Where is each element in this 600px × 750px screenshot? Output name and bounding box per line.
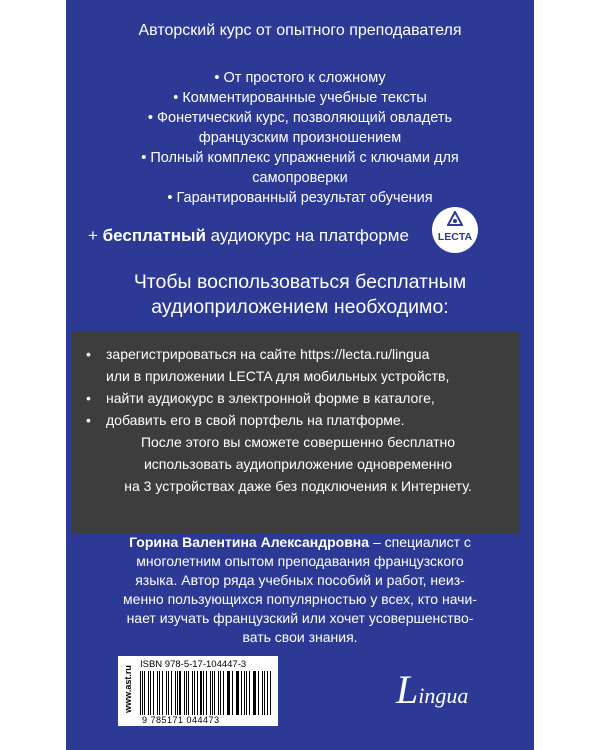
- barcode-bar: [153, 671, 155, 715]
- barcode-block: [118, 656, 278, 726]
- barcode-bar: [258, 671, 259, 715]
- heading-line: аудиоприложением необходимо:: [151, 296, 449, 318]
- barcode-bar: [184, 671, 185, 715]
- heading-line: Чтобы воспользоваться бесплатным: [133, 271, 467, 293]
- author-first-line: Горина Валентина Александровна – специалист с: [129, 534, 471, 550]
- step-item: • добавить его в свой портфель на платформе.: [86, 409, 510, 431]
- lecta-logo: [432, 207, 478, 253]
- lingua-logo: [396, 666, 468, 713]
- barcode-bar: [267, 671, 268, 715]
- author-bio: [66, 533, 534, 647]
- barcode-bar: [246, 671, 247, 715]
- publisher-site: www.ast.ru: [122, 665, 133, 713]
- audio-suffix: аудиокурс на платформе: [205, 226, 409, 245]
- barcode-bar: [148, 671, 149, 715]
- author-bio-line: менно пользующихся популярностью у всех, кто начи-: [123, 591, 477, 607]
- author-bio-line: вать свои знания.: [242, 629, 358, 645]
- lecta-emblem-icon: [432, 211, 478, 231]
- bullet: •: [86, 412, 91, 428]
- feature-item-continuation: самопроверки: [252, 170, 348, 186]
- barcode-bar: [188, 671, 189, 715]
- barcode-bar: [194, 671, 195, 715]
- barcode-bar: [166, 671, 167, 715]
- barcode-bar: [200, 671, 201, 715]
- barcode-bar: [218, 671, 219, 715]
- barcode-bar: [253, 671, 254, 715]
- barcode-bar: [144, 671, 145, 715]
- feature-item: • Фонетический курс, позволяющий овладеть: [147, 110, 453, 126]
- feature-list: [66, 68, 534, 208]
- barcode-bar: [244, 671, 245, 715]
- feature-item: • Гарантированный результат обучения: [167, 190, 433, 206]
- barcode-bar: [270, 671, 271, 715]
- back-cover: [66, 0, 534, 750]
- barcode-bar: [206, 671, 207, 715]
- barcode-bar: [197, 671, 198, 715]
- logo-initial: L: [396, 667, 419, 712]
- barcode-bar: [262, 671, 263, 715]
- barcode-bar: [168, 671, 169, 715]
- barcode-bar: [192, 671, 193, 715]
- barcode-bar: [179, 671, 181, 715]
- barcode-bar: [175, 671, 176, 715]
- feature-item-continuation: французским произношением: [198, 130, 402, 146]
- instructions-panel: [72, 331, 520, 533]
- barcode-bar: [171, 671, 172, 715]
- barcode-bar: [140, 671, 141, 715]
- barcode-bar: [159, 671, 160, 715]
- audio-offer: [88, 226, 409, 246]
- barcode-bar: [264, 671, 265, 715]
- panel-note-line: использовать аудиоприложение одновременно: [143, 456, 453, 472]
- barcode-bars: [140, 671, 272, 715]
- step-item-continuation: или в приложении LECTA для мобильных устройств,: [106, 368, 450, 384]
- barcode-bar: [236, 671, 237, 715]
- barcode-bar: [212, 671, 213, 715]
- barcode-number: 9 785171 044473: [142, 715, 220, 725]
- barcode-bar: [254, 671, 256, 715]
- step-item: • зарегистрироваться на сайте https://lecta.ru/lingua: [86, 343, 510, 365]
- isbn-text: ISBN 978-5-17-104447-3: [140, 659, 247, 670]
- barcode-bar: [210, 671, 211, 715]
- author-name: Горина Валентина Александровна: [129, 534, 370, 550]
- barcode-bar: [237, 671, 238, 715]
- audio-prefix: +: [88, 226, 103, 245]
- barcode-bar: [214, 671, 215, 715]
- barcode-bar: [232, 671, 233, 715]
- bullet: •: [86, 390, 91, 406]
- audio-free-bold: бесплатный: [102, 226, 206, 245]
- barcode-bar: [142, 671, 143, 715]
- barcode-bar: [177, 671, 178, 715]
- barcode-bar: [157, 671, 158, 715]
- author-bio-line: многолетним опытом преподавания французского: [136, 553, 464, 569]
- feature-item: • Комментированные учебные тексты: [173, 90, 427, 106]
- barcode-bar: [241, 671, 242, 715]
- panel-note-line: на 3 устройствах даже без подключения к Интернету.: [124, 478, 472, 494]
- barcode-bar: [227, 671, 228, 715]
- logo-rest: ingua: [418, 683, 469, 708]
- barcode-bar: [186, 671, 187, 715]
- barcode-bar: [162, 671, 163, 715]
- barcode-bar: [228, 671, 230, 715]
- step-item: • найти аудиокурс в электронной форме в каталоге,: [86, 387, 510, 409]
- feature-item: • Полный комплекс упражнений с ключами для: [141, 150, 459, 166]
- feature-item: • От простого к сложному: [214, 70, 386, 86]
- barcode-bar: [220, 671, 221, 715]
- author-bio-line: языка. Автор ряда учебных пособий и работ, неиз-: [135, 572, 465, 588]
- tagline: Авторский курс от опытного преподавателя: [138, 22, 462, 39]
- barcode-bar: [150, 671, 151, 715]
- author-bio-line: нает изучать французский или хочет усовершенство-: [126, 610, 474, 626]
- barcode-bar: [203, 671, 205, 715]
- instructions-heading: [66, 270, 534, 320]
- lecta-logo-text: LECTA: [437, 231, 473, 243]
- barcode-bar: [249, 671, 250, 715]
- bullet: •: [86, 346, 91, 362]
- panel-note-line: После этого вы сможете совершенно бесплатно: [140, 434, 456, 450]
- barcode-bar: [223, 671, 224, 715]
